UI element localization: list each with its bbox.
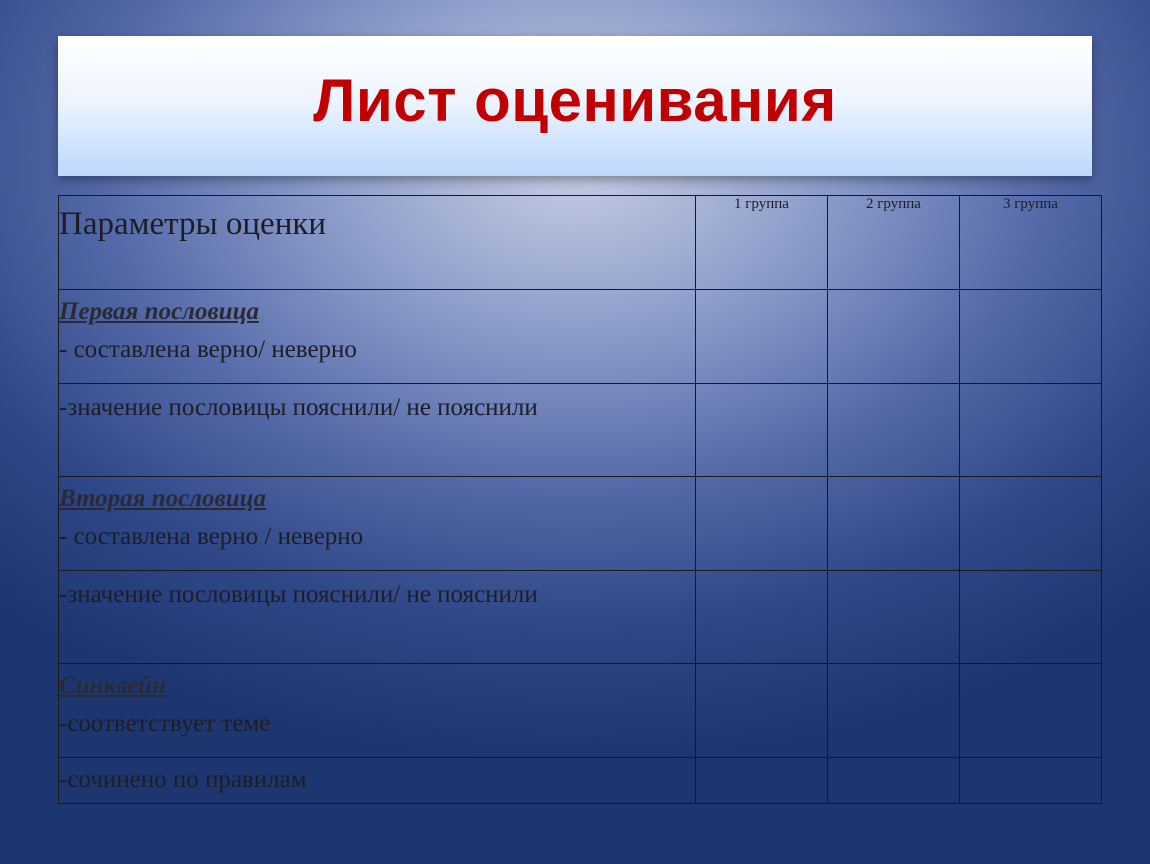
criterion-cell (59, 290, 696, 384)
page-title: Лист оценивания (313, 66, 837, 134)
score-cell-group-1[interactable] (696, 664, 828, 758)
score-cell-group-2[interactable] (828, 384, 960, 477)
header-row (59, 196, 1102, 290)
header-param-cell (59, 196, 696, 290)
criterion-cell (59, 477, 696, 571)
score-cell-group-1[interactable] (696, 477, 828, 571)
header-param-label: Параметры оценки (59, 206, 327, 242)
score-cell-group-3[interactable] (960, 477, 1102, 571)
score-cell-group-1[interactable] (696, 384, 828, 477)
score-cell-group-2[interactable] (828, 758, 960, 804)
evaluation-table (58, 195, 1102, 804)
score-cell-group-3[interactable] (960, 758, 1102, 804)
score-cell-group-1[interactable] (696, 290, 828, 384)
table-row (59, 758, 1102, 804)
score-cell-group-2[interactable] (828, 664, 960, 758)
group-1-header: 1 группа (696, 196, 828, 290)
criterion-text: -соответствует теме (59, 710, 271, 737)
criterion-text: -значение пословицы пояснили/ не пояснили (59, 581, 538, 608)
criterion-cell (59, 571, 696, 664)
table-row (59, 664, 1102, 758)
section-title: Вторая пословица (59, 485, 267, 512)
score-cell-group-2[interactable] (828, 477, 960, 571)
score-cell-group-3[interactable] (960, 664, 1102, 758)
criterion-cell (59, 384, 696, 477)
score-cell-group-1[interactable] (696, 758, 828, 804)
group-3-header: 3 группа (960, 196, 1102, 290)
score-cell-group-2[interactable] (828, 290, 960, 384)
score-cell-group-2[interactable] (828, 571, 960, 664)
criterion-text: -сочинено по правилам (59, 766, 307, 793)
table-row (59, 571, 1102, 664)
table-row (59, 477, 1102, 571)
table-row (59, 384, 1102, 477)
criterion-text: -значение пословицы пояснили/ не пояснили (59, 394, 538, 421)
criterion-text: - составлена верно / неверно (59, 523, 364, 550)
criterion-text: - составлена верно/ неверно (59, 336, 357, 363)
group-2-header: 2 группа (828, 196, 960, 290)
score-cell-group-3[interactable] (960, 290, 1102, 384)
criterion-cell (59, 664, 696, 758)
section-title: Синквейн (59, 672, 166, 699)
score-cell-group-1[interactable] (696, 571, 828, 664)
criterion-cell (59, 758, 696, 804)
section-title: Первая пословица (59, 298, 259, 325)
table-row (59, 290, 1102, 384)
title-banner (58, 36, 1092, 176)
score-cell-group-3[interactable] (960, 384, 1102, 477)
score-cell-group-3[interactable] (960, 571, 1102, 664)
